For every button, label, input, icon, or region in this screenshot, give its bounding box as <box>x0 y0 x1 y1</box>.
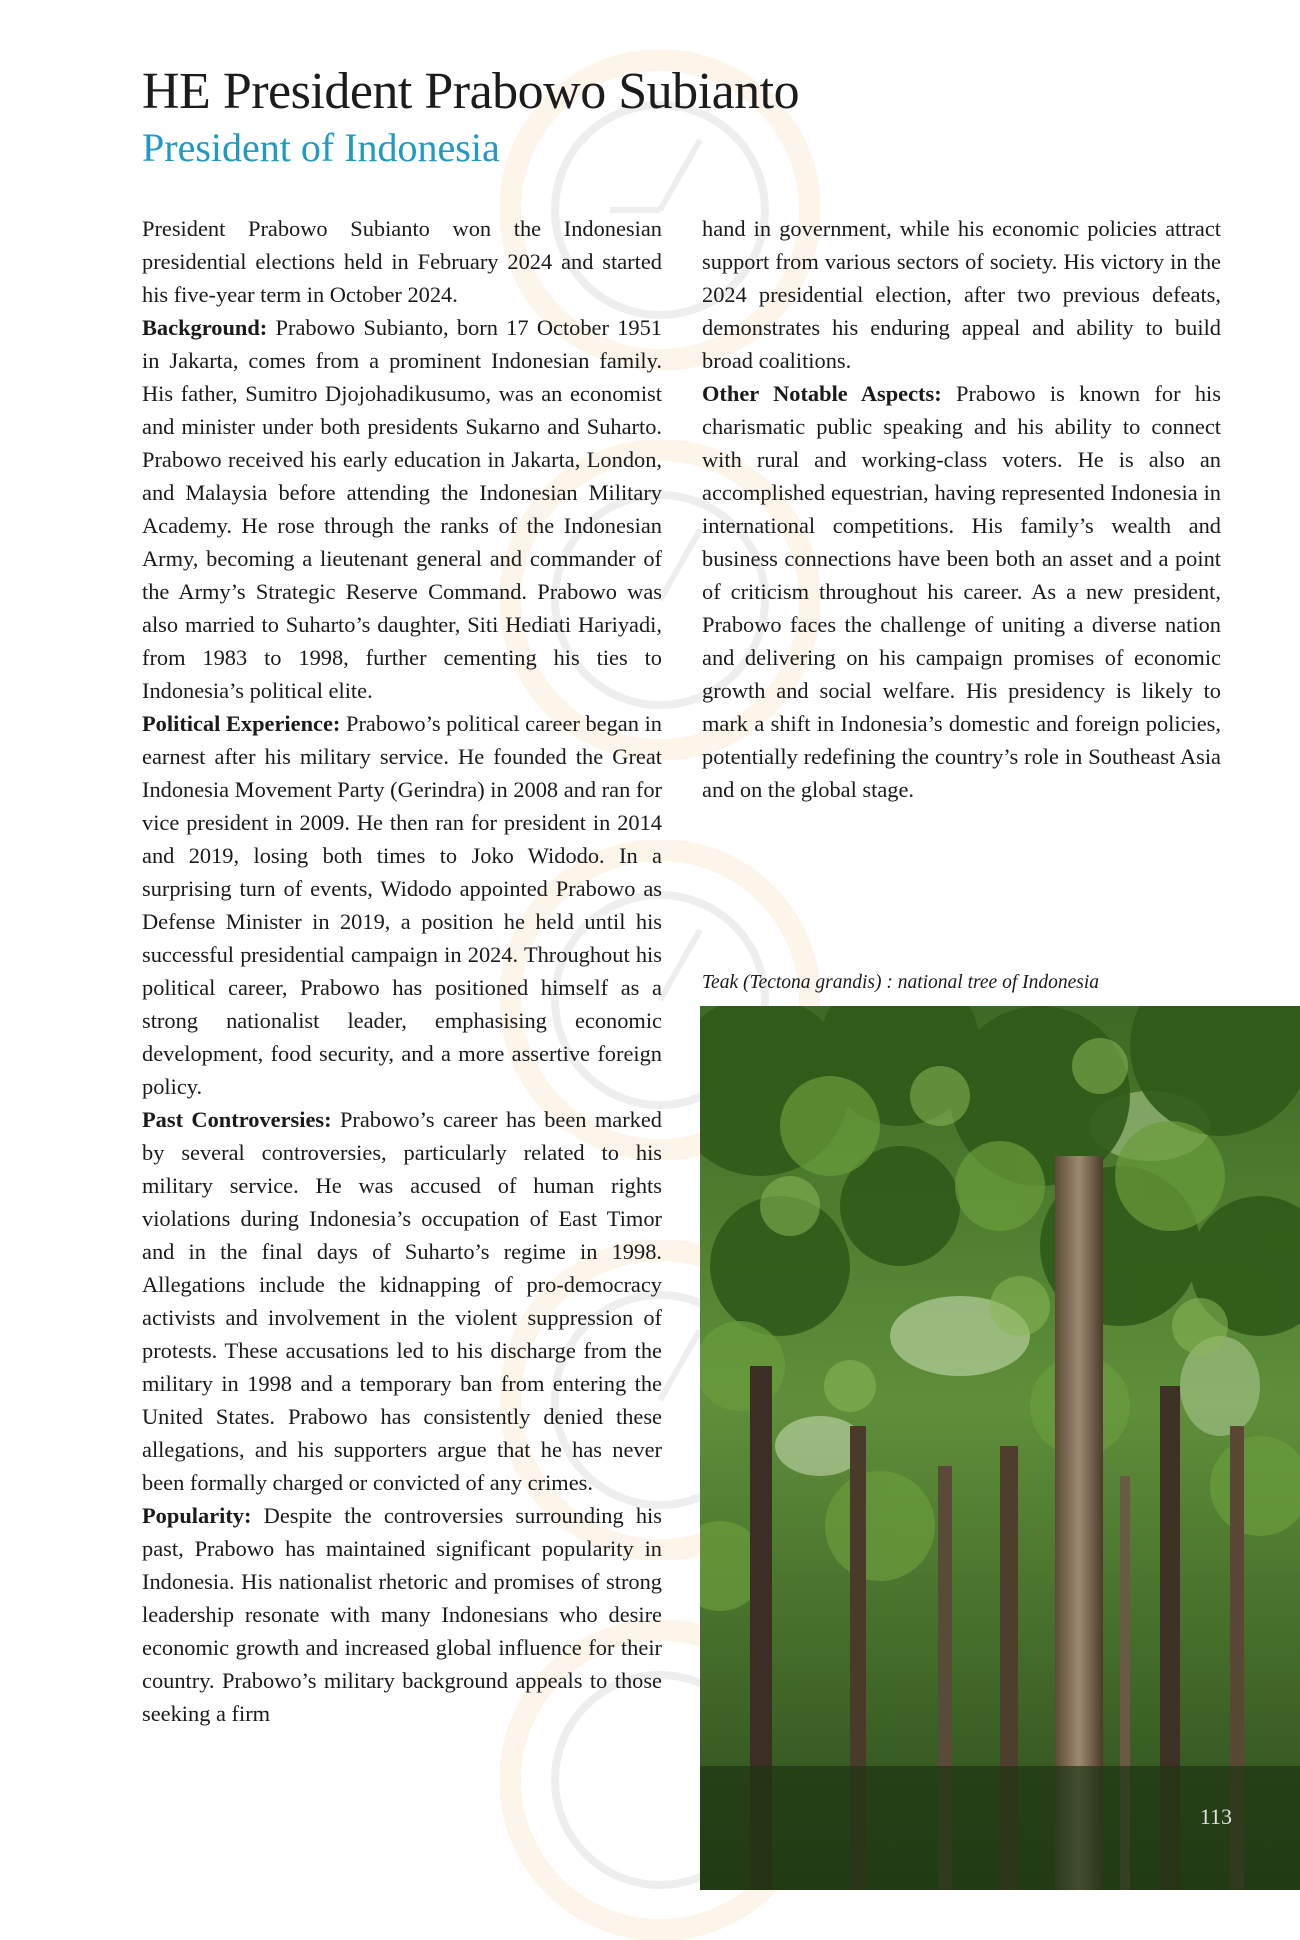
past-controversies-paragraph <box>142 1103 662 1499</box>
page-title: HE President Prabowo Subianto <box>142 63 800 120</box>
political-experience-paragraph <box>142 707 662 1103</box>
popularity-heading: Popularity: <box>142 1503 252 1528</box>
intro-paragraph: President Prabowo Subianto won the Indonesian presidential elections held in February 2024 and started his five-year term in October 2024. <box>142 216 662 307</box>
other-notable-heading: Other Notable Aspects: <box>702 381 942 406</box>
background-paragraph <box>142 311 662 707</box>
continuation-paragraph: hand in government, while his economic policies attract support from various sectors of society. His victory in the 2024 presidential election, after two previous defeats, demonstrates his enduring appeal and ability to build broad coalitions. <box>702 216 1221 373</box>
political-experience-heading: Political Experience: <box>142 711 341 736</box>
other-notable-paragraph <box>702 377 1221 806</box>
popularity-paragraph <box>142 1499 662 1730</box>
past-controversies-heading: Past Controversies: <box>142 1107 332 1132</box>
popularity-text: Despite the controversies surrounding his past, Prabowo has maintained significant popularity in Indonesia. His nationalist rhetoric and promises of strong leadership resonate with many Indonesians who desire economic growth and increased global influence for their country. Prabowo’s military background appeals to those seeking a firm <box>142 1503 662 1726</box>
figure-caption: Teak (Tectona grandis) : national tree of Indonesia <box>702 972 1100 993</box>
page-number: 113 <box>1199 1804 1232 1829</box>
teak-forest-photo <box>700 1006 1300 1890</box>
left-column <box>142 212 662 1730</box>
page-subtitle: President of Indonesia <box>142 125 500 170</box>
background-heading: Background: <box>142 315 268 340</box>
background-text: Prabowo Subianto, born 17 October 1951 in Jakarta, comes from a prominent Indonesian family. His father, Sumitro Djojohadikusumo, was an economist and minister under both presidents Sukarno and Suharto. Prabowo received his early education in Jakarta, London, and Malaysia before attending the Indonesian Military Academy. He rose through the ranks of the Indonesian Army, becoming a lieutenant general and commander of the Army’s Strategic Reserve Command. Prabowo was also married to Suharto’s daughter, Siti Hediati Hariyadi, from 1983 to 1998, further cementing his ties to Indonesia’s political elite. <box>142 315 662 703</box>
political-experience-text: Prabowo’s political career began in earnest after his military service. He founded the Great Indonesia Movement Party (Gerindra) in 2008 and ran for vice president in 2009. He then ran for president in 2014 and 2019, losing both times to Joko Widodo. In a surprising turn of events, Widodo appointed Prabowo as Defense Minister in 2019, a position he held until his successful presidential campaign in 2024. Throughout his political career, Prabowo has positioned himself as a strong nationalist leader, emphasising economic development, food security, and a more assertive foreign policy. <box>142 711 662 1099</box>
forest-illustration <box>700 1006 1300 1890</box>
right-column <box>702 212 1221 806</box>
past-controversies-text: Prabowo’s career has been marked by several controversies, particularly related to his military service. He was accused of human rights violations during Indonesia’s occupation of East Timor and in the final days of Suharto’s regime in 1998. Allegations include the kidnapping of pro-democracy activists and involvement in the violent suppression of protests. These accusations led to his discharge from the military in 1998 and a temporary ban from entering the United States. Prabowo has consistently denied these allegations, and his supporters argue that he has never been formally charged or convicted of any crimes. <box>142 1107 662 1495</box>
other-notable-text: Prabowo is known for his charismatic public speaking and his ability to connect with rural and working-class voters. He is also an accomplished equestrian, having represented Indonesia in international competitions. His family’s wealth and business connections have been both an asset and a point of criticism throughout his career. As a new president, Prabowo faces the challenge of uniting a diverse nation and delivering on his campaign promises of economic growth and social welfare. His presidency is likely to mark a shift in Indonesia’s domestic and foreign policies, potentially redefining the country’s role in Southeast Asia and on the global stage. <box>702 381 1221 802</box>
